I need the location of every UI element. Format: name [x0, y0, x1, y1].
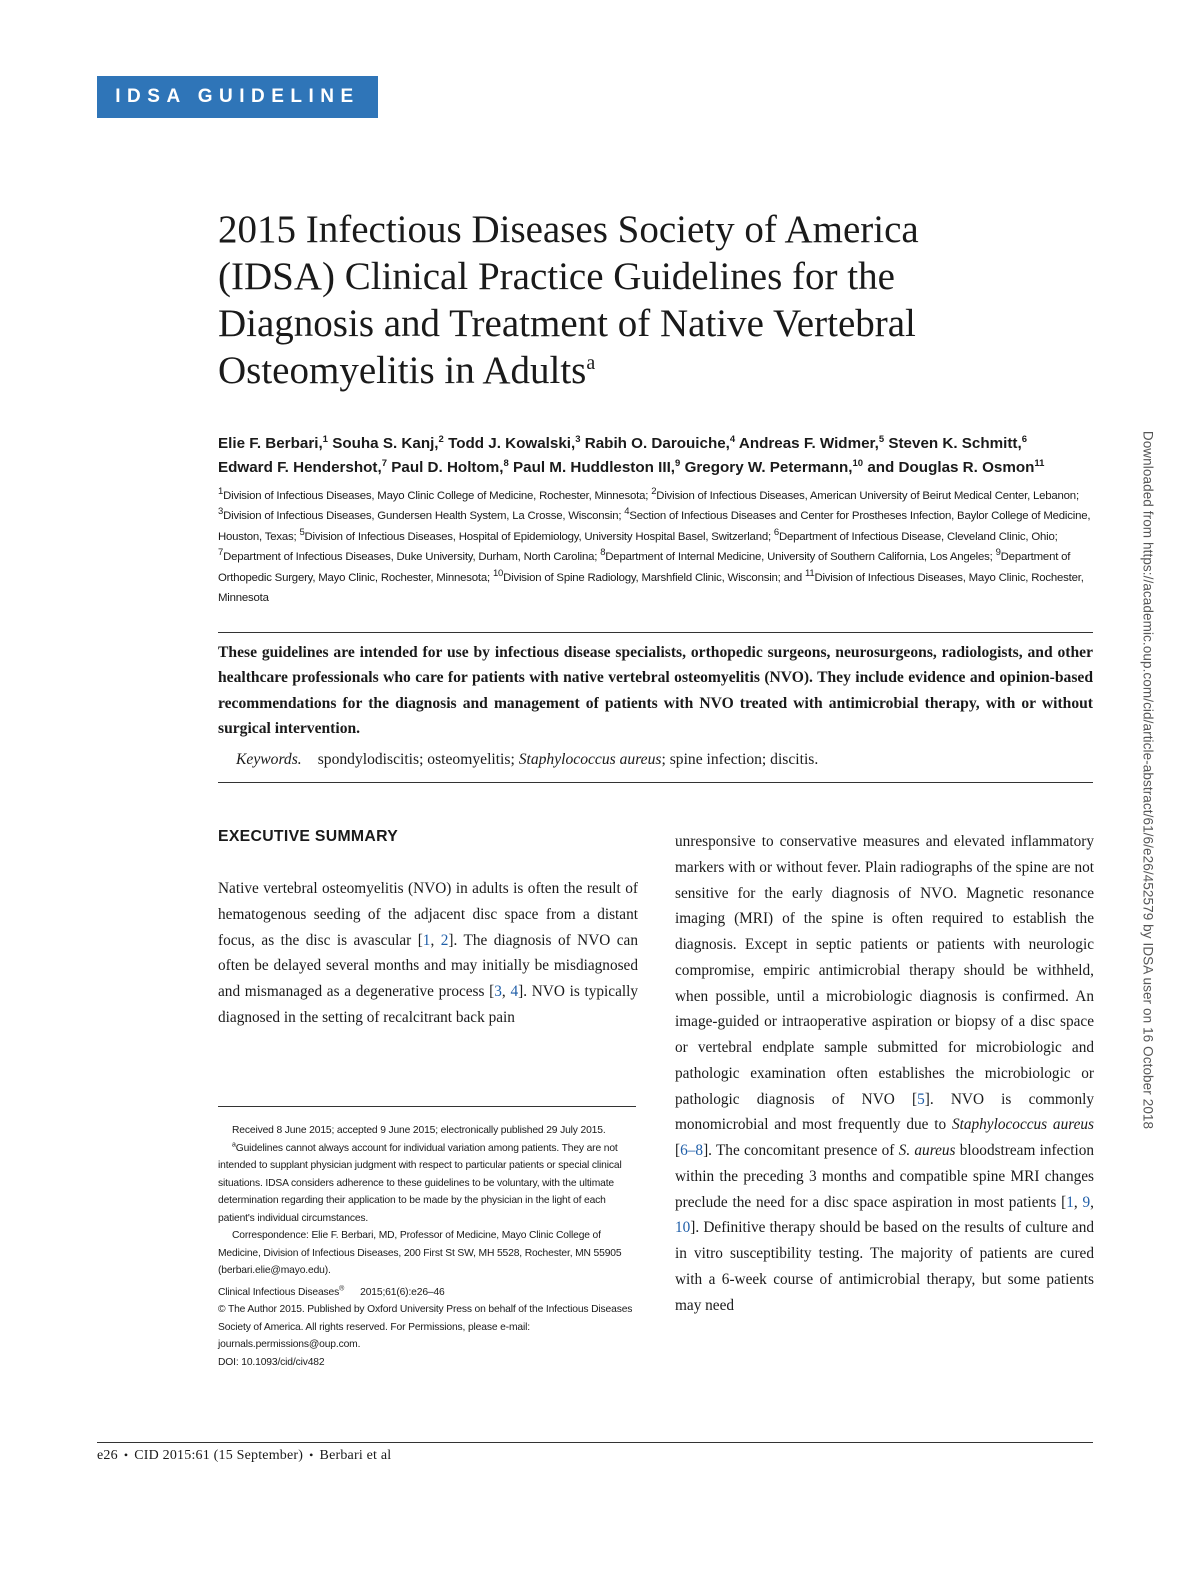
footer-divider	[97, 1442, 1093, 1443]
reference-link[interactable]: 10	[675, 1219, 691, 1237]
body-text: ,	[501, 983, 511, 1000]
body-text: ]. NVO is typically diagnosed in the setting of recalcitrant back pain	[218, 983, 639, 1026]
affiliation: Department of Infectious Disease, Cleveland Clinic, Ohio;	[779, 530, 1058, 543]
author: and Douglas R. Osmon	[867, 459, 1035, 476]
affiliation-mark: 2	[651, 486, 657, 498]
body-column-left	[218, 876, 638, 1031]
journal-volume: 2015;61(6):e26–46	[360, 1286, 445, 1298]
author-affiliation-mark: 9	[675, 457, 681, 469]
body-text: unresponsive to conservative measures and elevated inflammatory markers with or without fever. Plain radiographs of the spine are not sensitive for the early diagnosis of NVO. Magnetic resonance imaging (MRI) of the spine is often required to establish the diagnosis. Except in septic patients or patients with neurologic compromise, empiric antimicrobial therapy should be withheld, when possible, until a microbiologic diagnosis is confirmed. An image-guided or intraoperative aspiration or biopsy of a disc space or vertebral endplate sample submitted for microbiologic and pathologic examination often establishes the microbiologic or pathologic diagnosis of NVO [	[675, 833, 1094, 1108]
title-footnote-mark: a	[586, 352, 596, 374]
correspondence: Correspondence: Elie F. Berbari, MD, Professor of Medicine, Mayo Clinic College of Medicine, Division of Infectious Diseases, 200 First St SW, MH 5528, Rochester, MN 55905 (berbari.elie@mayo.edu).	[218, 1230, 622, 1276]
abstract: These guidelines are intended for use by infectious disease specialists, orthopedic surgeons, neurosurgeons, radiologists, and other healthcare professionals who care for patients with native vertebral osteomyelitis (NVO). They include evidence and opinion-based recommendations for the diagnosis and management of patients with NVO treated with antimicrobial therapy, with or without surgical intervention.	[218, 644, 1093, 738]
affiliation-mark: 5	[299, 527, 305, 539]
affiliation: Department of Orthopedic Surgery, Mayo Clinic, Rochester, Minnesota;	[218, 551, 1071, 584]
affiliation-mark: 11	[804, 567, 815, 579]
section-banner: IDSA GUIDELINE	[97, 76, 378, 118]
author-affiliation-mark: 10	[852, 457, 864, 469]
affiliation: Division of Infectious Diseases, Hospital of Epidemiology, University Hospital Basel, Switzerland;	[304, 530, 774, 543]
body-text: ]. The concomitant presence of	[703, 1142, 899, 1159]
affiliation: Division of Infectious Diseases, Mayo Clinic College of Medicine, Rochester, Minnesota;	[223, 490, 652, 502]
article-title	[218, 206, 1098, 394]
footnotes	[218, 1122, 638, 1371]
footnote-divider	[218, 1106, 636, 1107]
affiliation-mark: 9	[995, 547, 1001, 559]
reference-link[interactable]: 2	[440, 931, 449, 949]
body-text: ]. Definitive therapy should be based on the results of culture and in vitro susceptibility testing. The majority of patients are cured with a 6-week course of antimicrobial therapy, but some patients may need	[675, 1219, 1094, 1314]
reference-link[interactable]: 9	[1082, 1193, 1091, 1211]
divider-bottom	[218, 782, 1093, 783]
author: Paul D. Holtom,	[391, 459, 504, 476]
author-affiliation-mark: 2	[438, 433, 444, 445]
title-line-3: Diagnosis and Treatment of Native Vertebral	[218, 302, 916, 345]
keywords	[236, 748, 1096, 772]
reference-link[interactable]: 6–8	[680, 1142, 704, 1159]
affiliation-mark: 4	[624, 506, 630, 518]
footer-authors: Berbari et al	[319, 1448, 392, 1463]
affiliation-mark: 10	[492, 567, 504, 579]
author-affiliation-mark: 5	[878, 433, 885, 445]
affiliation-mark: 7	[218, 547, 224, 559]
reference-link[interactable]: 3	[494, 983, 502, 1000]
bullet-icon: •	[123, 1448, 129, 1462]
download-watermark	[1138, 370, 1158, 1190]
doi: DOI: 10.1093/cid/civ482	[218, 1356, 325, 1368]
divider-top	[218, 632, 1093, 633]
guideline-note-mark: a	[232, 1141, 236, 1149]
affiliation-mark: 1	[218, 486, 224, 498]
body-text: bloodstream infection within the preceding 3 months and compatible spine MRI changes preclude the need for a disc space aspiration in most patients [	[675, 1142, 1094, 1211]
page-footer	[97, 1448, 391, 1464]
species-name: Staphylococcus aureus	[951, 1116, 1094, 1134]
reference-link[interactable]: 5	[917, 1090, 925, 1108]
body-text: ]. NVO is commonly monomicrobial and most frequently due to	[675, 1090, 1094, 1134]
affiliation-mark: 6	[773, 527, 779, 539]
body-text: ]. The diagnosis of NVO can often be delayed several months and may initially be misdiagnosed and mismanaged as a degenerative process [	[218, 931, 638, 1000]
reference-link[interactable]: 1	[1066, 1193, 1074, 1211]
author: Elie F. Berbari,	[218, 435, 323, 452]
reference-link[interactable]: 4	[510, 983, 519, 1000]
affiliation: Division of Infectious Diseases, American University of Beirut Medical Center, Lebanon;	[656, 490, 1079, 502]
affiliation: Division of Spine Radiology, Marshfield Clinic, Wisconsin; and	[503, 571, 805, 584]
body-text: ,	[1073, 1193, 1083, 1211]
affiliation: Division of Infectious Diseases, Gundersen Health System, La Crosse, Wisconsin;	[223, 510, 625, 523]
guideline-note	[218, 1140, 638, 1228]
affiliation-mark: 3	[218, 506, 224, 518]
received-dates: Received 8 June 2015; accepted 9 June 2015; electronically published 29 July 2015.	[232, 1125, 606, 1136]
author: Andreas F. Widmer,	[738, 435, 879, 452]
affiliation: Department of Infectious Diseases, Duke University, Durham, North Carolina;	[223, 551, 601, 564]
keywords-text-end: ; spine infection; discitis.	[661, 751, 819, 768]
body-text: ,	[1090, 1193, 1094, 1211]
page-number: e26	[97, 1448, 118, 1463]
affiliation: Department of Internal Medicine, University of Southern California, Los Angeles;	[605, 551, 996, 564]
keywords-label: Keywords.	[236, 751, 302, 768]
author: Rabih O. Darouiche,	[584, 435, 730, 452]
author-affiliation-mark: 8	[503, 457, 509, 469]
watermark-text: Downloaded from https://academic.oup.com/cid/article-abstract/61/6/e26/452579 by IDSA user on 16 October 2018	[1140, 430, 1156, 1130]
author: Paul M. Huddleston III,	[513, 459, 676, 476]
title-line-1: 2015 Infectious Diseases Society of America	[218, 208, 919, 251]
title-line-4: Osteomyelitis in Adults	[218, 349, 587, 392]
guideline-note-text: Guidelines cannot always account for individual variation among patients. They are not intended to supplant physician judgment with respect to particular patients or special clinical situations. IDSA considers adherence to these guidelines to be voluntary, with the ultimate determination regarding their application to be made by the physician in the light of each patient's individual circumstances.	[218, 1142, 622, 1224]
author: Edward F. Hendershot,	[218, 459, 382, 476]
body-text: [	[675, 1142, 681, 1159]
affiliation-mark: 8	[600, 547, 606, 559]
author-affiliation-mark: 4	[729, 433, 736, 445]
title-line-2: (IDSA) Clinical Practice Guidelines for the	[218, 255, 895, 298]
author-affiliation-mark: 3	[575, 433, 581, 445]
author: Gregory W. Petermann,	[684, 459, 853, 476]
author: Todd J. Kowalski,	[448, 435, 576, 452]
species-name: S. aureus	[898, 1142, 956, 1159]
journal-name: Clinical Infectious Diseases	[218, 1286, 340, 1298]
author: Souha S. Kanj,	[332, 435, 439, 452]
author-list	[218, 432, 1098, 480]
journal-mark: ®	[339, 1285, 345, 1293]
body-column-right	[675, 829, 1094, 1318]
footer-journal: CID 2015:61 (15 September)	[134, 1448, 304, 1463]
bullet-icon: •	[309, 1448, 314, 1462]
author: Steven K. Schmitt,	[888, 435, 1022, 452]
journal-citation	[218, 1284, 638, 1302]
affiliation: Division of Infectious Diseases, Mayo Clinic, Rochester, Minnesota	[218, 571, 1084, 605]
reference-link[interactable]: 1	[422, 931, 431, 949]
keywords-italic: Staphylococcus aureus	[518, 751, 662, 768]
author-affiliation-mark: 7	[381, 457, 388, 469]
author-affiliation-mark: 1	[322, 433, 328, 445]
copyright: © The Author 2015. Published by Oxford University Press on behalf of the Infectious Diseases Society of America. All rights reserved. For Permissions, please e-mail: journals.permissions@oup.com.	[218, 1304, 633, 1350]
author-affiliation-mark: 6	[1021, 433, 1027, 445]
section-heading: EXECUTIVE SUMMARY	[218, 828, 399, 845]
body-text: Native vertebral osteomyelitis (NVO) in adults is often the result of hematogenous seeding of the adjacent disc space from a distant focus, as the disc is avascular [	[218, 880, 638, 949]
affiliations	[218, 486, 1096, 608]
body-text: ,	[430, 931, 441, 949]
author-affiliation-mark: 11	[1034, 457, 1045, 469]
keywords-text: spondylodiscitis; osteomyelitis;	[317, 751, 519, 768]
affiliation: Section of Infectious Diseases and Center for Prostheses Infection, Baylor College of Medicine, Houston, Texas;	[218, 510, 1091, 543]
